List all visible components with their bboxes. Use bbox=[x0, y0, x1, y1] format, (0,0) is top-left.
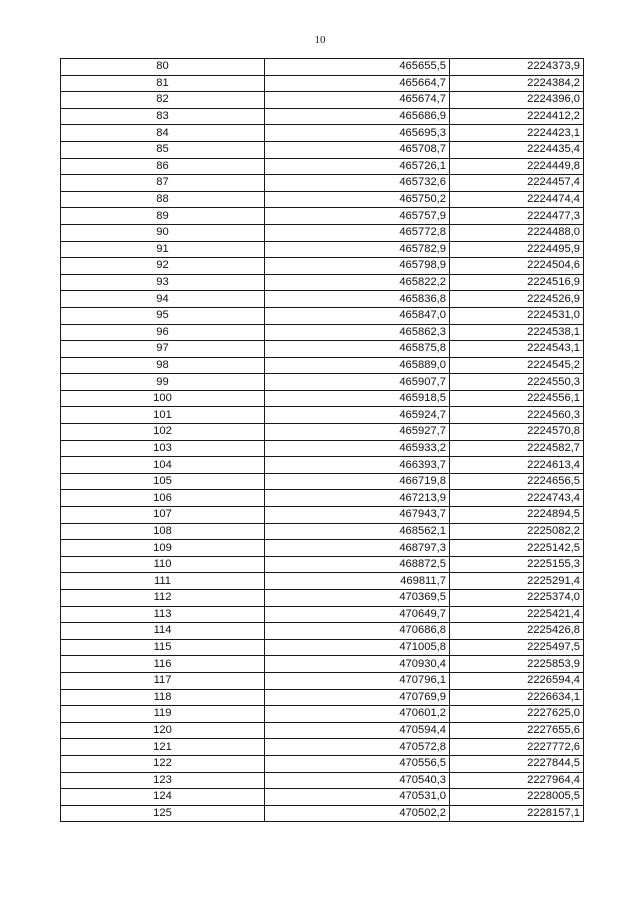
y-coordinate-cell: 2224582,7 bbox=[450, 440, 584, 457]
point-number-cell: 80 bbox=[61, 59, 265, 76]
y-coordinate-cell: 2224495,9 bbox=[450, 241, 584, 258]
point-number-cell: 109 bbox=[61, 540, 265, 557]
x-coordinate-cell: 465862,3 bbox=[265, 324, 450, 341]
table-row bbox=[61, 573, 584, 590]
point-number-cell: 103 bbox=[61, 440, 265, 457]
x-coordinate-cell: 465933,2 bbox=[265, 440, 450, 457]
table-row bbox=[61, 490, 584, 507]
table-row bbox=[61, 59, 584, 76]
table-row bbox=[61, 556, 584, 573]
table-row bbox=[61, 224, 584, 241]
table-row bbox=[61, 590, 584, 607]
table-row bbox=[61, 241, 584, 258]
x-coordinate-cell: 465875,8 bbox=[265, 341, 450, 358]
page-number: 10 bbox=[314, 34, 326, 46]
y-coordinate-cell: 2225155,3 bbox=[450, 556, 584, 573]
coordinates-table bbox=[60, 58, 584, 822]
table-row bbox=[61, 606, 584, 623]
point-number-cell: 125 bbox=[61, 805, 265, 822]
coordinates-table-body bbox=[61, 59, 584, 822]
table-row bbox=[61, 108, 584, 125]
x-coordinate-cell: 465847,0 bbox=[265, 307, 450, 324]
table-row bbox=[61, 125, 584, 142]
x-coordinate-cell: 466393,7 bbox=[265, 457, 450, 474]
y-coordinate-cell: 2227625,0 bbox=[450, 706, 584, 723]
point-number-cell: 84 bbox=[61, 125, 265, 142]
y-coordinate-cell: 2225291,4 bbox=[450, 573, 584, 590]
y-coordinate-cell: 2224457,4 bbox=[450, 175, 584, 192]
x-coordinate-cell: 470769,9 bbox=[265, 689, 450, 706]
x-coordinate-cell: 465732,6 bbox=[265, 175, 450, 192]
point-number-cell: 85 bbox=[61, 141, 265, 158]
table-row bbox=[61, 623, 584, 640]
y-coordinate-cell: 2224570,8 bbox=[450, 424, 584, 441]
point-number-cell: 122 bbox=[61, 755, 265, 772]
y-coordinate-cell: 2225082,2 bbox=[450, 523, 584, 540]
y-coordinate-cell: 2225374,0 bbox=[450, 590, 584, 607]
point-number-cell: 94 bbox=[61, 291, 265, 308]
y-coordinate-cell: 2224477,3 bbox=[450, 208, 584, 225]
x-coordinate-cell: 470531,0 bbox=[265, 789, 450, 806]
table-row bbox=[61, 672, 584, 689]
x-coordinate-cell: 465674,7 bbox=[265, 92, 450, 109]
point-number-cell: 90 bbox=[61, 224, 265, 241]
y-coordinate-cell: 2225853,9 bbox=[450, 656, 584, 673]
y-coordinate-cell: 2224373,9 bbox=[450, 59, 584, 76]
table-row bbox=[61, 457, 584, 474]
y-coordinate-cell: 2224613,4 bbox=[450, 457, 584, 474]
point-number-cell: 98 bbox=[61, 357, 265, 374]
x-coordinate-cell: 468797,3 bbox=[265, 540, 450, 557]
table-row bbox=[61, 507, 584, 524]
y-coordinate-cell: 2224556,1 bbox=[450, 390, 584, 407]
table-row bbox=[61, 175, 584, 192]
point-number-cell: 95 bbox=[61, 307, 265, 324]
y-coordinate-cell: 2224516,9 bbox=[450, 274, 584, 291]
y-coordinate-cell: 2224449,8 bbox=[450, 158, 584, 175]
table-row bbox=[61, 805, 584, 822]
y-coordinate-cell: 2228005,5 bbox=[450, 789, 584, 806]
point-number-cell: 96 bbox=[61, 324, 265, 341]
y-coordinate-cell: 2228157,1 bbox=[450, 805, 584, 822]
y-coordinate-cell: 2225497,5 bbox=[450, 639, 584, 656]
point-number-cell: 88 bbox=[61, 191, 265, 208]
x-coordinate-cell: 465798,9 bbox=[265, 258, 450, 275]
x-coordinate-cell: 465889,0 bbox=[265, 357, 450, 374]
table-row bbox=[61, 324, 584, 341]
y-coordinate-cell: 2224396,0 bbox=[450, 92, 584, 109]
x-coordinate-cell: 465924,7 bbox=[265, 407, 450, 424]
point-number-cell: 93 bbox=[61, 274, 265, 291]
point-number-cell: 116 bbox=[61, 656, 265, 673]
y-coordinate-cell: 2224435,4 bbox=[450, 141, 584, 158]
point-number-cell: 121 bbox=[61, 739, 265, 756]
y-coordinate-cell: 2224504,6 bbox=[450, 258, 584, 275]
point-number-cell: 117 bbox=[61, 672, 265, 689]
x-coordinate-cell: 465695,3 bbox=[265, 125, 450, 142]
table-row bbox=[61, 341, 584, 358]
x-coordinate-cell: 465782,9 bbox=[265, 241, 450, 258]
x-coordinate-cell: 470930,4 bbox=[265, 656, 450, 673]
y-coordinate-cell: 2224545,2 bbox=[450, 357, 584, 374]
point-number-cell: 119 bbox=[61, 706, 265, 723]
point-number-cell: 87 bbox=[61, 175, 265, 192]
x-coordinate-cell: 465750,2 bbox=[265, 191, 450, 208]
x-coordinate-cell: 470594,4 bbox=[265, 722, 450, 739]
table-row bbox=[61, 258, 584, 275]
point-number-cell: 100 bbox=[61, 390, 265, 407]
point-number-cell: 114 bbox=[61, 623, 265, 640]
point-number-cell: 123 bbox=[61, 772, 265, 789]
table-row bbox=[61, 141, 584, 158]
point-number-cell: 113 bbox=[61, 606, 265, 623]
x-coordinate-cell: 465655,5 bbox=[265, 59, 450, 76]
y-coordinate-cell: 2224474,4 bbox=[450, 191, 584, 208]
x-coordinate-cell: 465726,1 bbox=[265, 158, 450, 175]
table-row bbox=[61, 407, 584, 424]
x-coordinate-cell: 465686,9 bbox=[265, 108, 450, 125]
table-row bbox=[61, 473, 584, 490]
table-row bbox=[61, 424, 584, 441]
y-coordinate-cell: 2224560,3 bbox=[450, 407, 584, 424]
y-coordinate-cell: 2226634,1 bbox=[450, 689, 584, 706]
point-number-cell: 82 bbox=[61, 92, 265, 109]
x-coordinate-cell: 470601,2 bbox=[265, 706, 450, 723]
y-coordinate-cell: 2225142,5 bbox=[450, 540, 584, 557]
x-coordinate-cell: 465907,7 bbox=[265, 374, 450, 391]
table-row bbox=[61, 357, 584, 374]
y-coordinate-cell: 2227655,6 bbox=[450, 722, 584, 739]
x-coordinate-cell: 470686,8 bbox=[265, 623, 450, 640]
x-coordinate-cell: 468562,1 bbox=[265, 523, 450, 540]
table-row bbox=[61, 656, 584, 673]
table-row bbox=[61, 75, 584, 92]
y-coordinate-cell: 2224384,2 bbox=[450, 75, 584, 92]
table-row bbox=[61, 789, 584, 806]
table-row bbox=[61, 689, 584, 706]
point-number-cell: 107 bbox=[61, 507, 265, 524]
x-coordinate-cell: 465836,8 bbox=[265, 291, 450, 308]
x-coordinate-cell: 470540,3 bbox=[265, 772, 450, 789]
point-number-cell: 124 bbox=[61, 789, 265, 806]
table-row bbox=[61, 92, 584, 109]
table-row bbox=[61, 208, 584, 225]
x-coordinate-cell: 467943,7 bbox=[265, 507, 450, 524]
x-coordinate-cell: 469811,7 bbox=[265, 573, 450, 590]
table-row bbox=[61, 158, 584, 175]
x-coordinate-cell: 465708,7 bbox=[265, 141, 450, 158]
y-coordinate-cell: 2225426,8 bbox=[450, 623, 584, 640]
table-row bbox=[61, 639, 584, 656]
point-number-cell: 92 bbox=[61, 258, 265, 275]
y-coordinate-cell: 2224531,0 bbox=[450, 307, 584, 324]
y-coordinate-cell: 2227964,4 bbox=[450, 772, 584, 789]
point-number-cell: 112 bbox=[61, 590, 265, 607]
x-coordinate-cell: 468872,5 bbox=[265, 556, 450, 573]
y-coordinate-cell: 2226594,4 bbox=[450, 672, 584, 689]
point-number-cell: 89 bbox=[61, 208, 265, 225]
x-coordinate-cell: 470556,5 bbox=[265, 755, 450, 772]
point-number-cell: 86 bbox=[61, 158, 265, 175]
point-number-cell: 120 bbox=[61, 722, 265, 739]
table-row bbox=[61, 772, 584, 789]
table-row bbox=[61, 307, 584, 324]
point-number-cell: 115 bbox=[61, 639, 265, 656]
table-row bbox=[61, 722, 584, 739]
table-row bbox=[61, 390, 584, 407]
table-row bbox=[61, 739, 584, 756]
y-coordinate-cell: 2224423,1 bbox=[450, 125, 584, 142]
y-coordinate-cell: 2224743,4 bbox=[450, 490, 584, 507]
point-number-cell: 91 bbox=[61, 241, 265, 258]
x-coordinate-cell: 470572,8 bbox=[265, 739, 450, 756]
table-row bbox=[61, 523, 584, 540]
point-number-cell: 106 bbox=[61, 490, 265, 507]
x-coordinate-cell: 465918,5 bbox=[265, 390, 450, 407]
point-number-cell: 118 bbox=[61, 689, 265, 706]
point-number-cell: 99 bbox=[61, 374, 265, 391]
point-number-cell: 101 bbox=[61, 407, 265, 424]
x-coordinate-cell: 471005,8 bbox=[265, 639, 450, 656]
y-coordinate-cell: 2224550,3 bbox=[450, 374, 584, 391]
y-coordinate-cell: 2224526,9 bbox=[450, 291, 584, 308]
table-row bbox=[61, 755, 584, 772]
y-coordinate-cell: 2224538,1 bbox=[450, 324, 584, 341]
table-row bbox=[61, 291, 584, 308]
x-coordinate-cell: 465927,7 bbox=[265, 424, 450, 441]
table-row bbox=[61, 540, 584, 557]
point-number-cell: 110 bbox=[61, 556, 265, 573]
point-number-cell: 111 bbox=[61, 573, 265, 590]
y-coordinate-cell: 2224543,1 bbox=[450, 341, 584, 358]
point-number-cell: 108 bbox=[61, 523, 265, 540]
y-coordinate-cell: 2225421,4 bbox=[450, 606, 584, 623]
point-number-cell: 105 bbox=[61, 473, 265, 490]
y-coordinate-cell: 2224412,2 bbox=[450, 108, 584, 125]
x-coordinate-cell: 465822,2 bbox=[265, 274, 450, 291]
point-number-cell: 83 bbox=[61, 108, 265, 125]
y-coordinate-cell: 2227772,6 bbox=[450, 739, 584, 756]
table-row bbox=[61, 374, 584, 391]
x-coordinate-cell: 465664,7 bbox=[265, 75, 450, 92]
x-coordinate-cell: 470796,1 bbox=[265, 672, 450, 689]
x-coordinate-cell: 465757,9 bbox=[265, 208, 450, 225]
point-number-cell: 97 bbox=[61, 341, 265, 358]
table-row bbox=[61, 191, 584, 208]
y-coordinate-cell: 2227844,5 bbox=[450, 755, 584, 772]
table-row bbox=[61, 706, 584, 723]
x-coordinate-cell: 470649,7 bbox=[265, 606, 450, 623]
point-number-cell: 102 bbox=[61, 424, 265, 441]
y-coordinate-cell: 2224488,0 bbox=[450, 224, 584, 241]
table-row bbox=[61, 440, 584, 457]
x-coordinate-cell: 466719,8 bbox=[265, 473, 450, 490]
point-number-cell: 104 bbox=[61, 457, 265, 474]
x-coordinate-cell: 465772,8 bbox=[265, 224, 450, 241]
point-number-cell: 81 bbox=[61, 75, 265, 92]
x-coordinate-cell: 470502,2 bbox=[265, 805, 450, 822]
table-row bbox=[61, 274, 584, 291]
x-coordinate-cell: 470369,5 bbox=[265, 590, 450, 607]
y-coordinate-cell: 2224894,5 bbox=[450, 507, 584, 524]
y-coordinate-cell: 2224656,5 bbox=[450, 473, 584, 490]
x-coordinate-cell: 467213,9 bbox=[265, 490, 450, 507]
